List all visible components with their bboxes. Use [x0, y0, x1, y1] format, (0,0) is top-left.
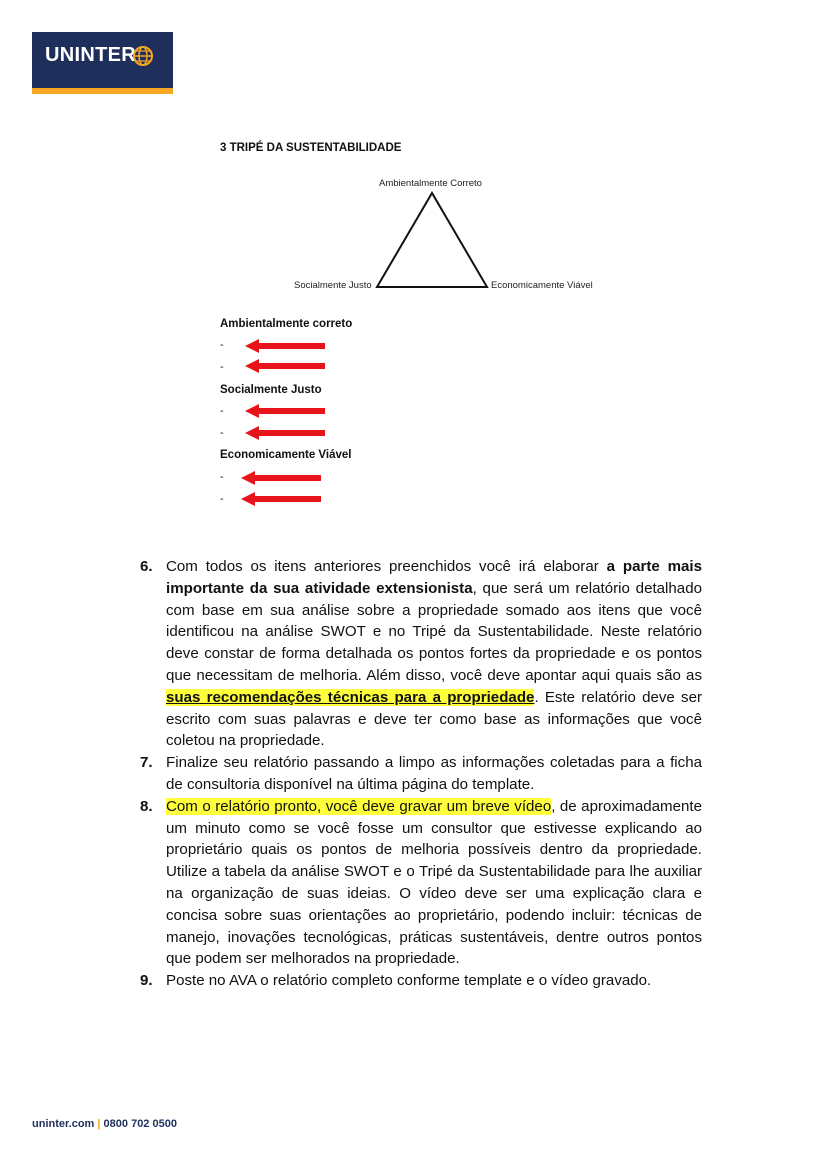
tripe-figure — [215, 135, 615, 515]
vertex-label-left: Socialmente Justo — [294, 280, 372, 291]
bullet-dash: - — [220, 361, 224, 373]
item-text: Poste no AVA o relatório completo conforme template e o vídeo gravado. — [166, 972, 652, 990]
item-number: 7. — [140, 754, 153, 772]
bullet-dash: - — [220, 427, 224, 439]
item-text: . Este relatório deve ser escrito com suas palavras e deve ter como base as informações que você coletou na propriedade. — [166, 688, 703, 750]
globe-icon — [130, 44, 156, 68]
section-title-social: Socialmente Justo — [220, 384, 322, 396]
section-title-economico: Economicamente Viável — [220, 449, 352, 461]
vertex-label-top: Ambientalmente Correto — [379, 178, 482, 189]
footer-site: uninter.com — [32, 1118, 95, 1130]
red-arrow-icon — [245, 426, 327, 440]
red-arrow-icon — [245, 339, 327, 353]
logo-accent-bar — [32, 88, 173, 94]
red-arrow-icon — [245, 359, 327, 373]
list-item-6 — [140, 556, 702, 752]
figure-title: 3 TRIPÉ DA SUSTENTABILIDADE — [220, 142, 402, 154]
highlighted-text: Com o relatório pronto, você deve gravar um breve vídeo — [166, 797, 552, 815]
bullet-dash: - — [220, 471, 224, 483]
highlighted-text: suas recomendações técnicas para a propriedade — [166, 688, 535, 706]
red-arrow-icon — [241, 471, 323, 485]
bullet-dash: - — [220, 493, 224, 505]
bullet-dash: - — [220, 405, 224, 417]
list-item-9 — [140, 970, 702, 992]
item-number: 9. — [140, 972, 153, 990]
item-number: 8. — [140, 797, 153, 815]
item-bold-text: a parte mais importante da sua atividade extensionista — [166, 558, 703, 597]
triangle-diagram — [285, 175, 505, 295]
section-title-ambiental: Ambientalmente correto — [220, 318, 353, 330]
item-text: , de aproximadamente um minuto como se você fosse um consultor que estivesse explicando ao proprietário quais os pontos de melhoria possíveis dentro da propriedade. Utilize a tabela da análise SWOT e o Tripé da Sustentabilidade para lhe auxiliar na organização de suas ideias. O vídeo deve ser uma explicação clara e concisa sobre suas orientações ao proprietário, podendo incluir: técnicas de manejo, inovações tecnológicas, práticas sustentáveis, dentre outros pontos que podem ser melhorados na propriedade. — [166, 797, 702, 968]
page-footer — [32, 1118, 177, 1130]
item-text: Com todos os itens anteriores preenchidos você irá elaborar — [166, 558, 607, 575]
bullet-dash: - — [220, 339, 224, 351]
list-item-8 — [140, 796, 702, 970]
footer-separator: | — [97, 1118, 101, 1130]
vertex-label-right: Economicamente Viável — [491, 280, 593, 291]
item-text: Finalize seu relatório passando a limpo as informações coletadas para a ficha de consultoria disponível na última página do template. — [166, 754, 702, 793]
item-number: 6. — [140, 558, 153, 575]
item-text: , que será um relatório detalhado com base em sua análise sobre a propriedade somado aos itens que você identificou na análise SWOT e no Tripé da Sustentabilidade. Neste relatório deve constar de forma detalhada os pontos fortes da propriedade e os pontos que necessitam de melhoria. Além disso, você deve apontar aqui quais são as — [166, 579, 702, 684]
logo-text: UNINTER — [45, 44, 136, 66]
instruction-list — [140, 556, 702, 992]
red-arrow-icon — [241, 492, 323, 506]
list-item-7 — [140, 752, 702, 796]
footer-phone: 0800 702 0500 — [103, 1118, 177, 1130]
red-arrow-icon — [245, 404, 327, 418]
